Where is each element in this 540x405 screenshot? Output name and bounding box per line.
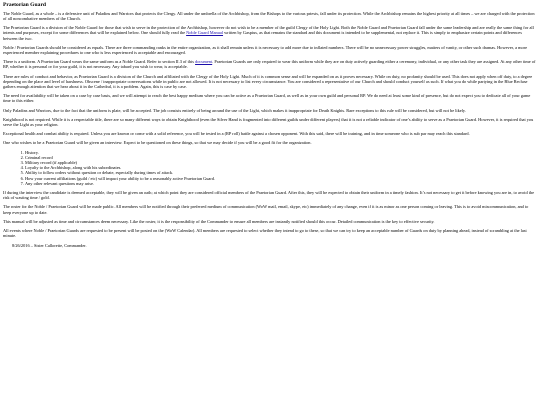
list-item: 5. Ability to follow orders without question or debate, especially during times of attack.: [25, 170, 537, 175]
list-item: 2. Criminal record: [25, 155, 537, 160]
paragraph-manual-updates: This manual will be adjusted as time and circumstances deem necessary. Like the roster, it is the responsibility of the Commander to ensure all members are instantly notified should this occur. Detailed communication is the key to effective security.: [3, 218, 435, 224]
paragraph-equality: Noble / Praetorian Guards should be considered as equals. There are three commanding ranks in the entire organization, as it shall remain unless it is necessary to add more due to inflated numbers. There will be no unnecessary power struggles, matters of vanity, or other such dramas. However, a more experienced member explaining procedures to one who is less experienced is acceptable and encouraged.: [3, 44, 528, 56]
paragraph-oath: If during the interview the candidate is deemed acceptable, they will be given an oath; at which point they are considered official members of the Praetorian Guard. After this, they will be expected to obtain their uniform in a timely fashion. It’s not necessary to get it before knowing you are in, to avoid the risk of wasting time / gold.: [3, 190, 535, 201]
paragraph-knighthood: Knighthood is not required. While it is a respectable title, there are so many different ways to obtain Knighthood (even the Silver Hand is fragmented into different guilds under different players) that it is not a reliable indicator of one’s ability to serve as a Praetorian Guard. However, it is required that you serve the Light as your religion.: [3, 116, 534, 128]
uniform-document-link[interactable]: document: [195, 59, 213, 65]
list-item: 7. Any other relevant questions may arise.: [25, 181, 537, 186]
list-item: 6. How your current affiliations (guild / etc) will impact your ability to be a reasonably active Praetorian Guard.: [25, 176, 537, 181]
paragraph-conduct: There are rules of conduct and behavior, as Praetorian Guard is a division of the Church and affiliated with the Clergy of the Holy Light. Much of it is common sense and will be expanded on as it proves necessary. While on duty, no profanity should be used. This does not apply when off duty, to a degree depending on the place and level of harshness. Obscene / inappropriate conversations while in public are not allowed. It is not necessary to list every circumstance. You are considered a representative of our Church and should conduct yourself as such. If what you do while partying in the Blue Recluse gathers enough attention that we hear about it in the Cathedral, it is a problem. Again, this is case by case.: [3, 73, 533, 90]
paragraph-text: The Praetorian Guard is a division of the Noble Guard for those that wish to serve in the protection of the Archbishop, however do not wish to be a member of the guild Clergy of the Holy Light. Both the Noble Guard and Praetorian Guard fall under the same leadership and are really the same thing for all intents and purposes, except for some differences that will be explained below. One should fully read the: [3, 25, 534, 36]
paragraph-combat: Exceptional health and combat ability is required. Unless you are known or come with a solid reference, you will be tested in a (RP roll) battle against a chosen opponent. With this said, there will be training, and in time someone who is sub par may reach this standard.: [3, 131, 470, 137]
paragraph-uniform: [3, 59, 537, 69]
paragraph-events: All events where Noble / Praetorian Guards are requested to be present will be posted on the (WoW Calendar). All members are requested to select whether they intend to go to these, so that we can try to keep an acceptable number of Guards on duty by planning ahead, instead of scrambling at the last minute.: [3, 228, 527, 239]
signature: 8/26/2016 – Sister Callorette, Commander.: [12, 242, 87, 248]
paragraph-praetorian-division: [3, 25, 537, 41]
noble-guard-manual-link[interactable]: Noble Guard Manual: [186, 30, 224, 36]
paragraph-noble-guard-intro: The Noble Guard, as a whole – is a defensive unit of Paladins and Warriors that protects the Clergy. All under the umbrella of the Archbishop, from the Bishops to the various priests, fall under its protection. While the Archbishop remains the highest priority at all times – we are charged with the protection of all noncombative members of the Church.: [3, 10, 535, 21]
document-page: [3, 2, 537, 252]
paragraph-text: . Praetorian Guards are only required to wear this uniform while they are on duty actively guarding either a ceremony, individual, or any other task they are assigned. At any other time of RP, whether it is personal or for your guild, it is not necessary. Any tabard you wish to wear, is acceptable.: [3, 59, 536, 70]
document-title: Praetorian Guard: [3, 2, 47, 8]
paragraph-text: written by Gaspius, as that remains the standard and this document is intended to be supplemental, not replace it. This is simply to emphasize certain points and differences between the two.: [3, 30, 522, 41]
list-item: 4. Loyalty to the Archbishop, along with his subordinates.: [25, 165, 537, 170]
interview-topics-list: [3, 150, 537, 186]
list-item: 3. Military record (if applicable): [25, 160, 537, 165]
paragraph-roster: The roster for the Noble / Praetorian Guard will be made public. All members will be notified through their preferred medium of communication (WoW mail, email, skype, etc) immediately of any change, even if it is as minor as one person coming or leaving. This is to avoid miscommunication, and to keep everyone up to date.: [3, 204, 529, 215]
paragraph-availability: The need for availability will be taken on a case by case basis, and we will attempt to reach the best happy medium where you can be active as a Praetorian Guard, as well as in your own guild and personal RP. We do need at least some kind of presence, but do not expect you to dedicate all of your game time to this either.: [3, 93, 531, 104]
paragraph-text: There is a uniform. A Praetorian Guard wears the same uniform as a Noble Guard. Refer to section II.3 of this: [3, 59, 196, 65]
list-item: 1. History.: [25, 150, 537, 155]
paragraph-interview: One who wishes to be a Praetorian Guard will be given an interview. Expect to be questioned on these things, so that we may decide if you will be a good fit for the organization.: [3, 140, 312, 146]
paragraph-classes: Only Paladins and Warriors, due to the fact that the uniform is plate, will be accepted. The job consists entirely of being around the use of the Light, which makes it inappropriate for Death Knights. Rare exceptions to this rule will be considered, but will not be likely.: [3, 107, 466, 113]
